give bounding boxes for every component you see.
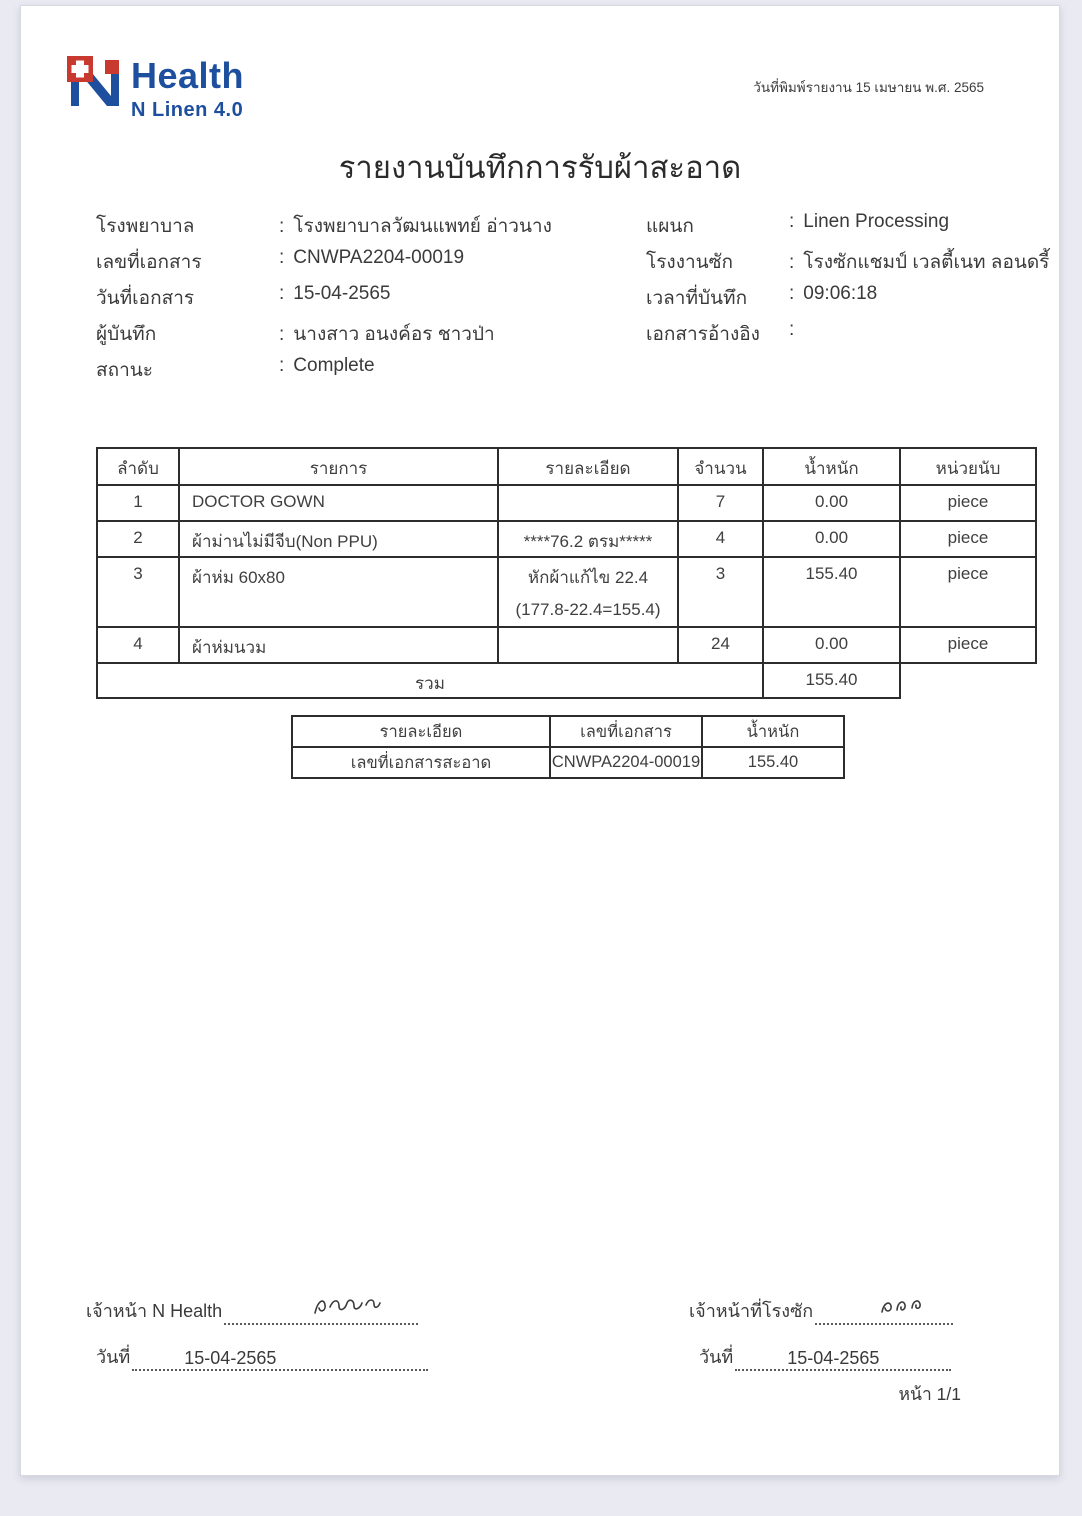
cell-weight: 0.00: [763, 627, 900, 663]
cell-no: 2: [97, 521, 179, 557]
date-line-laundry: [699, 1342, 951, 1371]
field-value: : Linen Processing: [789, 211, 950, 232]
page-number: หน้า 1/1: [898, 1384, 961, 1404]
summary-col-detail: รายละเอียด: [292, 716, 550, 747]
summary-header: [292, 716, 844, 747]
field-value: : โรงพยาบาลวัฒนแพทย์ อ่าวนาง: [279, 216, 552, 237]
field-label: ผู้บันทึก: [96, 324, 157, 345]
field-label: วันที่เอกสาร: [96, 288, 195, 309]
cell-item: DOCTOR GOWN: [179, 485, 498, 521]
cell-no: 1: [97, 485, 179, 521]
status-value: : Complete: [279, 355, 375, 376]
table-row: [97, 557, 1036, 627]
cell-qty: 3: [678, 557, 763, 627]
signature-label: เจ้าหน้า N Health: [86, 1301, 223, 1321]
handwritten-signature-icon: [877, 1293, 929, 1319]
signature-label: เจ้าหน้าที่โรงซัก: [689, 1301, 814, 1321]
cell-unit: piece: [900, 627, 1036, 663]
n-health-logo-icon: [65, 52, 123, 110]
empty-cell: [900, 663, 1036, 698]
cell-weight: 155.40: [763, 557, 900, 627]
date-value: 15-04-2565: [787, 1348, 880, 1368]
field-value: : 09:06:18: [789, 283, 878, 304]
col-header-qty: จำนวน: [678, 448, 763, 485]
signature-line-nhealth: [86, 1296, 418, 1325]
summary-col-weight: น้ำหนัก: [702, 716, 844, 747]
cell-detail: [498, 627, 678, 663]
field-label: เอกสารอ้างอิง: [646, 324, 760, 345]
summary-detail: เลขที่เอกสารสะอาด: [292, 747, 550, 778]
print-date: วันที่พิมพ์รายงาน 15 เมษายน พ.ศ. 2565: [753, 80, 984, 95]
field-label: เวลาที่บันทึก: [646, 288, 748, 309]
cell-weight: 0.00: [763, 521, 900, 557]
cell-qty: 24: [678, 627, 763, 663]
col-header-detail: รายละเอียด: [498, 448, 678, 485]
field-value: : นางสาว อนงค์อร ชาวป่า: [279, 324, 495, 345]
field-label: สถานะ: [96, 360, 153, 381]
summary-col-doc-no: เลขที่เอกสาร: [550, 716, 702, 747]
cell-item: ผ้าห่มนวม: [179, 627, 498, 663]
cell-no: 4: [97, 627, 179, 663]
logo: [65, 52, 244, 122]
signature-dotted-line: [815, 1299, 953, 1325]
cell-detail: หักผ้าแก้ไข 22.4 (177.8-22.4=155.4): [498, 557, 678, 627]
field-value: : โรงซักแชมป์ เวลตี้เนท ลอนดรี้: [789, 252, 1050, 273]
date-label: วันที่: [96, 1347, 131, 1367]
cell-detail: [498, 485, 678, 521]
total-label: รวม: [97, 663, 763, 698]
col-header-weight: น้ำหนัก: [763, 448, 900, 485]
table-row: [97, 485, 1036, 521]
date-value: 15-04-2565: [184, 1348, 277, 1368]
cell-item: ผ้าห่ม 60x80: [179, 557, 498, 627]
cell-detail: ****76.2 ตรม*****: [498, 521, 678, 557]
brand-title: Health: [131, 55, 245, 96]
date-dotted-line: [735, 1345, 951, 1371]
summary-row: [292, 747, 844, 778]
date-label: วันที่: [699, 1347, 734, 1367]
field-label: เลขที่เอกสาร: [96, 252, 202, 273]
cell-qty: 4: [678, 521, 763, 557]
field-label: โรงงานซัก: [646, 252, 734, 273]
cell-weight: 0.00: [763, 485, 900, 521]
table-row: [97, 627, 1036, 663]
field-value: : 15-04-2565: [279, 283, 391, 304]
signature-dotted-line: [224, 1299, 418, 1325]
field-label: โรงพยาบาล: [96, 216, 195, 237]
table-row: [97, 521, 1036, 557]
handwritten-signature-icon: [311, 1293, 381, 1319]
field-value: :: [789, 319, 795, 340]
col-header-no: ลำดับ: [97, 448, 179, 485]
brand-subtitle: N Linen 4.0: [131, 99, 244, 121]
document-page: [20, 5, 1060, 1476]
field-value: : CNWPA2204-00019: [279, 247, 465, 268]
field-label: แผนก: [646, 216, 694, 237]
table-total-row: [97, 663, 1036, 698]
cell-unit: piece: [900, 521, 1036, 557]
summary-doc-no: CNWPA2204-00019: [550, 747, 702, 778]
col-header-item: รายการ: [179, 448, 498, 485]
summary-table: [291, 715, 845, 779]
cell-qty: 7: [678, 485, 763, 521]
summary-weight: 155.40: [702, 747, 844, 778]
cell-item: ผ้าม่านไม่มีจีบ(Non PPU): [179, 521, 498, 557]
report-title: รายงานบันทึกการรับผ้าสะอาด: [338, 150, 742, 185]
date-line-nhealth: [96, 1342, 428, 1371]
items-table: [96, 447, 1037, 699]
date-dotted-line: [132, 1345, 428, 1371]
signature-line-laundry: [689, 1296, 953, 1325]
cell-unit: piece: [900, 485, 1036, 521]
cell-no: 3: [97, 557, 179, 627]
col-header-unit: หน่วยนับ: [900, 448, 1036, 485]
total-weight: 155.40: [763, 663, 900, 698]
cell-unit: piece: [900, 557, 1036, 627]
items-table-header: [97, 448, 1036, 485]
